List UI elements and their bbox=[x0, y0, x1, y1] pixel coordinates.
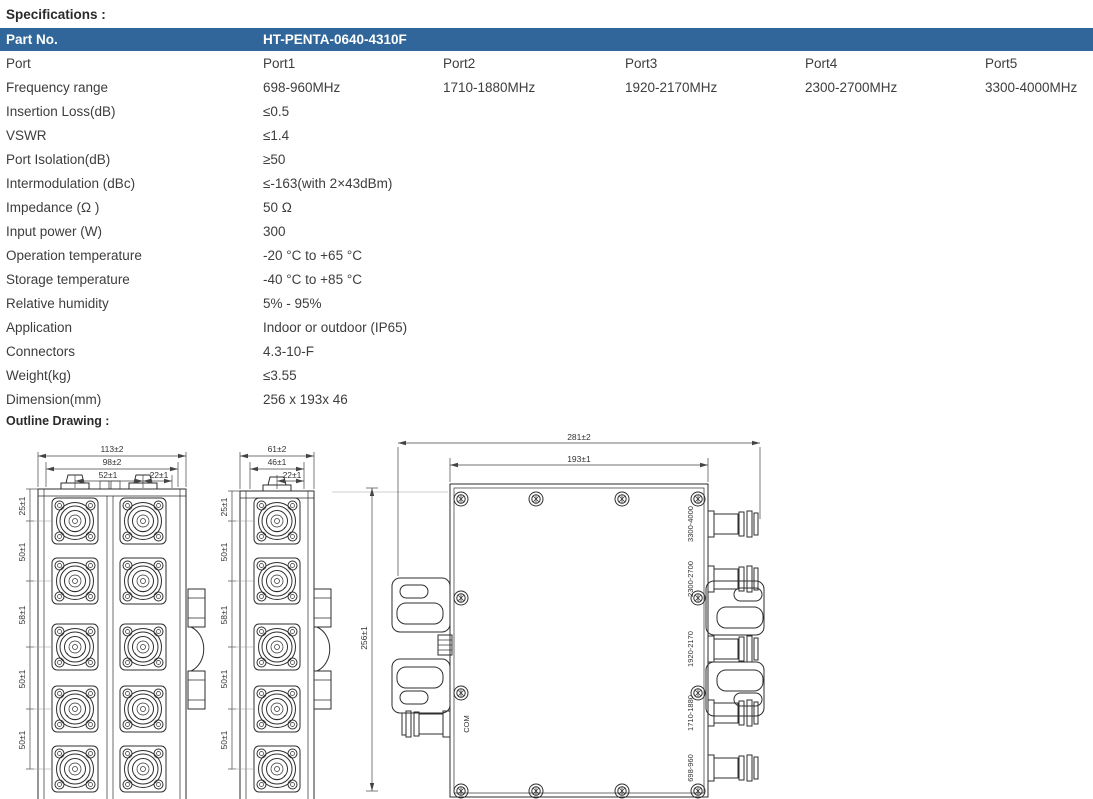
left-mount-brackets bbox=[392, 578, 452, 713]
table-row bbox=[0, 267, 1093, 291]
spec-value: 4.3-10-F bbox=[263, 343, 315, 359]
table-row bbox=[0, 387, 1093, 411]
table-row bbox=[0, 99, 1093, 123]
spec-label: Input power (W) bbox=[6, 223, 103, 239]
dim-label: 61±2 bbox=[267, 444, 287, 454]
spec-value: 5% - 95% bbox=[263, 295, 322, 311]
spec-value: -20 °C to +65 °C bbox=[263, 247, 362, 263]
table-row bbox=[0, 195, 1093, 219]
right-mount-brackets bbox=[706, 581, 764, 716]
com-label: COM bbox=[462, 715, 471, 733]
spec-label: VSWR bbox=[6, 127, 47, 143]
port-label: 1710-1880 bbox=[686, 695, 695, 731]
spec-value: 698-960MHz bbox=[263, 79, 341, 95]
table-row bbox=[0, 291, 1093, 315]
top-view bbox=[332, 432, 764, 798]
spec-label: Connectors bbox=[6, 343, 76, 359]
dim-label: 50±1 bbox=[219, 542, 229, 562]
dim-label: 281±2 bbox=[567, 432, 591, 442]
dim-label: 50±1 bbox=[17, 542, 27, 562]
spec-value: ≥50 bbox=[263, 151, 286, 167]
table-row bbox=[0, 171, 1093, 195]
side-view-left-dims bbox=[219, 491, 254, 769]
outline-drawing-svg bbox=[0, 431, 1093, 799]
spec-label: Intermodulation (dBc) bbox=[6, 175, 136, 191]
mount-bracket-profile bbox=[314, 589, 331, 709]
dim-label: 50±1 bbox=[17, 669, 27, 689]
side-view bbox=[219, 444, 331, 799]
spec-label: Port bbox=[6, 55, 31, 71]
table-row-frequency bbox=[0, 75, 1093, 99]
top-view-screws bbox=[454, 492, 705, 798]
spec-value: Indoor or outdoor (IP65) bbox=[263, 319, 408, 335]
top-view-dims bbox=[359, 432, 760, 791]
dim-label: 50±1 bbox=[219, 730, 229, 750]
com-connector bbox=[402, 711, 450, 737]
dim-label: 256±1 bbox=[359, 626, 369, 650]
spec-value: 3300-4000MHz bbox=[985, 79, 1078, 95]
spec-value: 300 bbox=[263, 223, 286, 239]
dim-label: 193±1 bbox=[567, 454, 591, 464]
dim-label: 50±1 bbox=[17, 730, 27, 750]
spec-value: 1920-2170MHz bbox=[625, 79, 718, 95]
front-view-connectors bbox=[52, 498, 166, 792]
table-header-row bbox=[0, 28, 1093, 51]
spec-value: 1710-1880MHz bbox=[443, 79, 536, 95]
spec-value: ≤1.4 bbox=[263, 127, 290, 143]
spec-label: Operation temperature bbox=[6, 247, 142, 263]
table-row bbox=[0, 339, 1093, 363]
top-view-port-connectors bbox=[708, 511, 758, 781]
spec-label: Application bbox=[6, 319, 73, 335]
page-title: Specifications : bbox=[6, 7, 106, 22]
outline-drawing-title: Outline Drawing : bbox=[6, 414, 110, 428]
dim-label: 22±1 bbox=[282, 470, 302, 480]
spec-value: 256 x 193x 46 bbox=[263, 391, 348, 407]
spec-label: Storage temperature bbox=[6, 271, 130, 287]
dim-label: 113±2 bbox=[100, 444, 124, 454]
spec-value: ≤0.5 bbox=[263, 103, 290, 119]
dim-label: 98±2 bbox=[102, 457, 122, 467]
port-label: 1920-2170 bbox=[686, 631, 695, 667]
dim-label: 58±1 bbox=[17, 605, 27, 625]
front-view-top-dims bbox=[38, 444, 186, 488]
mount-bracket-profile bbox=[188, 589, 205, 709]
spec-label: Relative humidity bbox=[6, 295, 109, 311]
dim-label: 50±1 bbox=[219, 669, 229, 689]
spec-label: Impedance (Ω ) bbox=[6, 199, 100, 215]
spec-value: Port1 bbox=[263, 55, 296, 71]
spec-label: Port Isolation(dB) bbox=[6, 151, 111, 167]
spec-value: 50 Ω bbox=[263, 199, 292, 215]
dim-label: 25±1 bbox=[17, 496, 27, 516]
spec-value: ≤-163(with 2×43dBm) bbox=[263, 175, 393, 191]
spec-value: -40 °C to +85 °C bbox=[263, 271, 362, 287]
port-label: 698-960 bbox=[686, 754, 695, 782]
dim-label: 25±1 bbox=[219, 497, 229, 517]
spec-table bbox=[0, 28, 1093, 411]
side-view-connectors bbox=[254, 498, 300, 792]
spec-value: Port4 bbox=[805, 55, 838, 71]
port-label: 2300-2700 bbox=[686, 561, 695, 597]
spec-label: Dimension(mm) bbox=[6, 391, 102, 407]
part-number: HT-PENTA-0640-4310F bbox=[263, 32, 407, 47]
front-view-left-dims bbox=[17, 489, 52, 769]
spec-value: Port5 bbox=[985, 55, 1018, 71]
table-row bbox=[0, 363, 1093, 387]
dim-label: 46±1 bbox=[267, 457, 287, 467]
outline-drawing bbox=[0, 431, 1093, 799]
side-view-top-dims bbox=[240, 444, 314, 489]
spec-label: Frequency range bbox=[6, 79, 109, 95]
table-row bbox=[0, 219, 1093, 243]
spec-label: Insertion Loss(dB) bbox=[6, 103, 116, 119]
dim-label: 22±1 bbox=[149, 470, 169, 480]
table-row bbox=[0, 123, 1093, 147]
table-row bbox=[0, 147, 1093, 171]
spec-value: 2300-2700MHz bbox=[805, 79, 898, 95]
table-row-port bbox=[0, 51, 1093, 75]
header-label: Part No. bbox=[6, 32, 58, 47]
spec-value: Port2 bbox=[443, 55, 476, 71]
port-label: 3300-4000 bbox=[686, 506, 695, 542]
spec-value: Port3 bbox=[625, 55, 658, 71]
dim-label: 58±1 bbox=[219, 605, 229, 625]
table-row bbox=[0, 315, 1093, 339]
spec-value: ≤3.55 bbox=[263, 367, 297, 383]
spec-label: Weight(kg) bbox=[6, 367, 72, 383]
front-view bbox=[17, 444, 205, 799]
table-row bbox=[0, 243, 1093, 267]
dim-label: 52±1 bbox=[98, 470, 118, 480]
